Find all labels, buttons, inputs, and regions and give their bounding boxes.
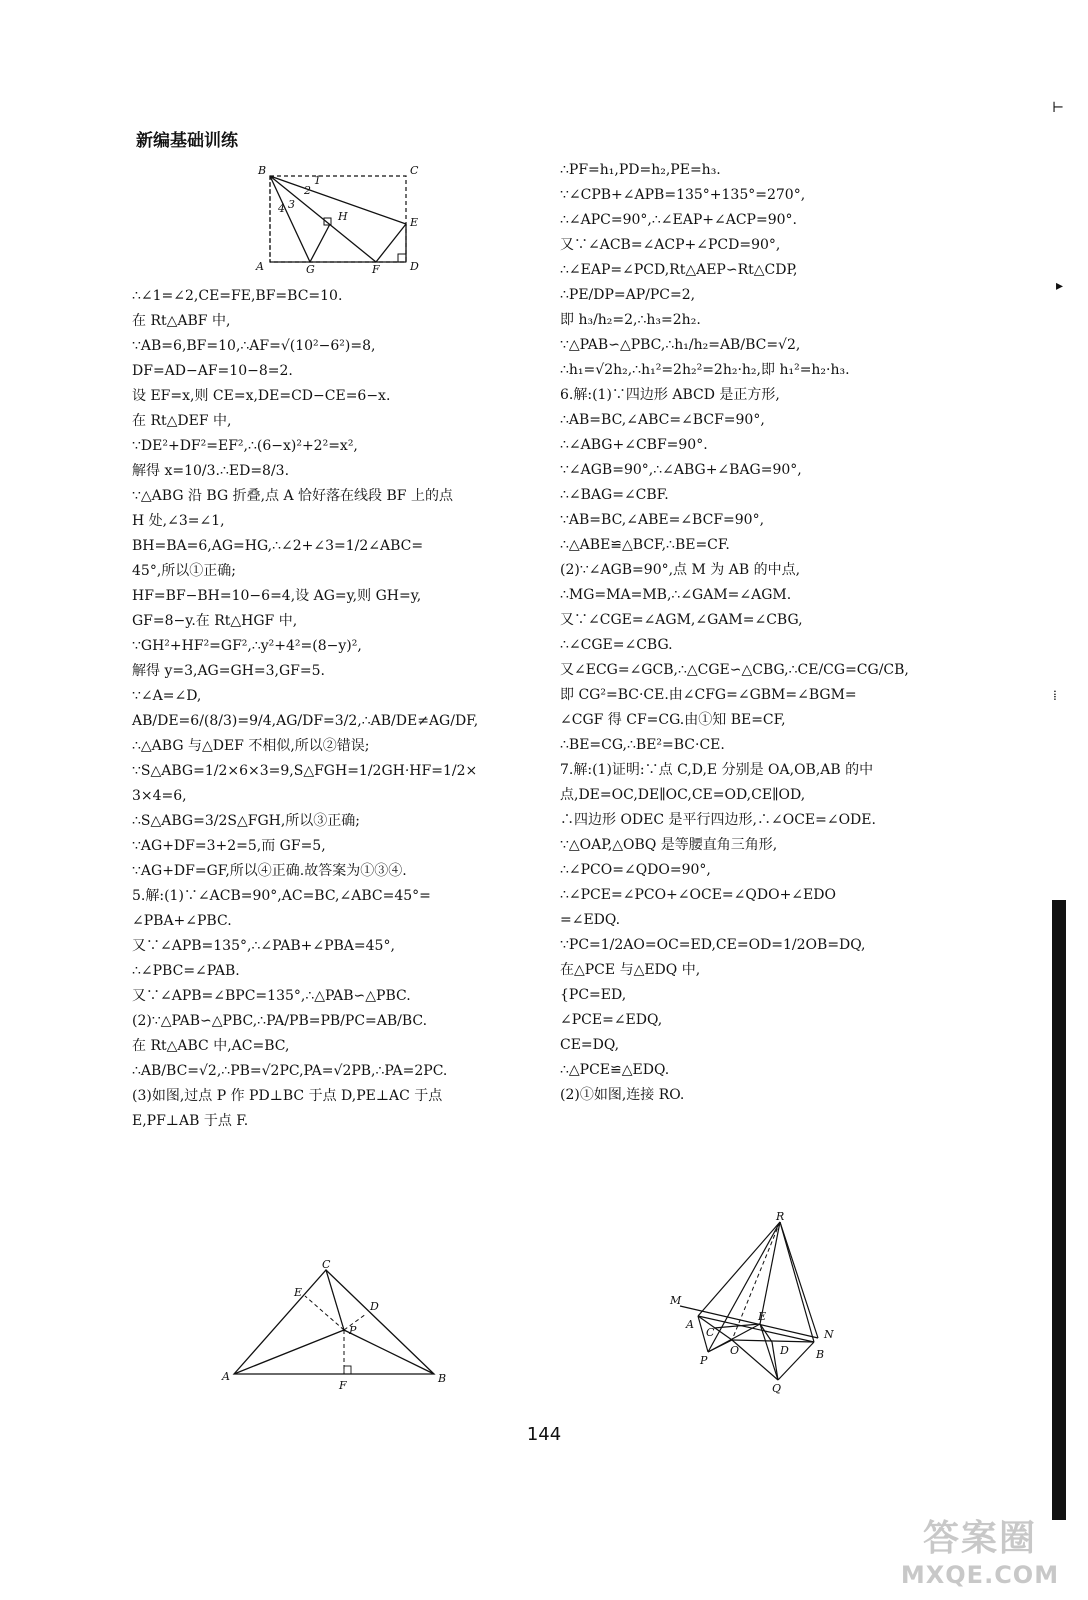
label-C: C <box>410 164 419 177</box>
text-line: 在 Rt△ABF 中, <box>132 313 231 329</box>
text-line: ∵∠AGB=90°,∴∠ABG+∠BAG=90°, <box>560 462 802 478</box>
label-1: 1 <box>314 174 321 187</box>
text-line: (2)∵△PAB∽△PBC,∴PA/PB=PB/PC=AB/BC. <box>132 1013 428 1029</box>
text-line: ∵AG+DF=3+2=5,而 GF=5, <box>132 838 326 854</box>
text-line: ∵△PAB∽△PBC,∴h₁/h₂=AB/BC=√2, <box>560 337 801 353</box>
text-line: 45°,所以①正确; <box>132 563 236 579</box>
text-line: ∴PF=h₁,PD=h₂,PE=h₃. <box>560 162 721 178</box>
label-C: C <box>322 1258 331 1271</box>
text-line: (2)①如图,连接 RO. <box>560 1087 685 1103</box>
text-line: 在 Rt△ABC 中,AC=BC, <box>132 1038 290 1054</box>
text-line: ∴∠CGE=∠CBG. <box>560 637 673 653</box>
label-4: 4 <box>278 202 285 215</box>
text-line: ∴△ABE≌△BCF,∴BE=CF. <box>560 537 730 553</box>
watermark-logo <box>895 1510 1065 1589</box>
text-line: DF=AD−AF=10−8=2. <box>132 363 293 379</box>
label-D: D <box>370 1300 379 1313</box>
text-line: ∠PBA+∠PBC. <box>132 913 232 929</box>
label-N: N <box>824 1328 834 1341</box>
text-line: ∴h₁=√2h₂,∴h₁²=2h₂²=2h₂·h₂,即 h₁²=h₂·h₃. <box>560 362 850 378</box>
text-line: ∴MG=MA=MB,∴∠GAM=∠AGM. <box>560 587 792 603</box>
text-line: 3×4=6, <box>132 788 187 804</box>
text-line: 又∠ECG=∠GCB,∴△CGE∽△CBG,∴CE/CG=CG/CB, <box>560 662 909 678</box>
page-number: 144 <box>526 1424 562 1445</box>
text-line: 设 EF=x,则 CE=x,DE=CD−CE=6−x. <box>132 388 391 404</box>
label-B: B <box>816 1348 825 1361</box>
label-A: A <box>256 260 264 273</box>
watermark-line2: MXQE.COM <box>900 1561 1060 1589</box>
text-line: (2)∵∠AGB=90°,点 M 为 AB 的中点, <box>560 562 801 578</box>
text-line: AB/DE=6/(8/3)=9/4,AG/DF=3/2,∴AB/DE≠AG/DF, <box>132 713 479 729</box>
text-line: ∵AB=6,BF=10,∴AF=√(10²−6²)=8, <box>132 338 376 354</box>
text-line: ∵AG+DF=GF,所以④正确.故答案为①③④. <box>132 863 407 879</box>
text-line: CE=DQ, <box>560 1037 620 1053</box>
text-line: ∴S△ABG=3/2S△FGH,所以③正确; <box>132 813 360 829</box>
text-line: 点,DE=OC,DE∥OC,CE=OD,CE∥OD, <box>560 787 806 803</box>
text-line: ∵△ABG 沿 BG 折叠,点 A 恰好落在线段 BF 上的点 <box>132 488 453 504</box>
text-line: 在 Rt△DEF 中, <box>132 413 232 429</box>
text-line: {PC=ED, <box>560 987 627 1003</box>
text-line: 解得 y=3,AG=GH=3,GF=5. <box>132 663 325 679</box>
text-line: ∴BE=CG,∴BE²=BC·CE. <box>560 737 725 753</box>
text-line: H 处,∠3=∠1, <box>132 513 225 529</box>
label-Q: Q <box>772 1382 782 1395</box>
text-line: ∵△OAP,△OBQ 是等腰直角三角形, <box>560 837 778 853</box>
label-D: D <box>410 260 419 273</box>
text-line: HF=BF−BH=10−6=4,设 AG=y,则 GH=y, <box>132 588 422 604</box>
text-line: ∴∠BAG=∠CBF. <box>560 487 669 503</box>
text-line: E,PF⊥AB 于点 F. <box>132 1113 249 1129</box>
text-line: ∴∠PCO=∠QDO=90°, <box>560 862 711 878</box>
text-line: ∴∠EAP=∠PCD,Rt△AEP∽Rt△CDP, <box>560 262 798 278</box>
label-A: A <box>686 1318 694 1331</box>
label-F: F <box>372 263 380 274</box>
text-line: 6.解:(1)∵四边形 ABCD 是正方形, <box>560 387 780 403</box>
text-line: 7.解:(1)证明:∵点 C,D,E 分别是 OA,OB,AB 的中 <box>560 762 874 778</box>
rectangle-fold-figure <box>252 162 424 274</box>
text-line: ∴△PCE≌△EDQ. <box>560 1062 670 1078</box>
text-line: ∴∠1=∠2,CE=FE,BF=BC=10. <box>132 288 343 304</box>
text-line: ∠PCE=∠EDQ, <box>560 1012 663 1028</box>
text-line: ∴△ABG 与△DEF 不相似,所以②错误; <box>132 738 370 754</box>
text-line: =∠EDQ. <box>560 912 621 928</box>
text-line: 又∵∠ACB=∠ACP+∠PCD=90°, <box>560 237 781 253</box>
text-line: ∵∠A=∠D, <box>132 688 202 704</box>
text-line: ∵PC=1/2AO=OC=ED,CE=OD=1/2OB=DQ, <box>560 937 866 953</box>
text-line: ∴AB=BC,∠ABC=∠BCF=90°, <box>560 412 765 428</box>
text-line: ∴∠ABG+∠CBF=90°. <box>560 437 708 453</box>
text-line: 5.解:(1)∵∠ACB=90°,AC=BC,∠ABC=45°= <box>132 888 431 904</box>
label-D: D <box>780 1344 789 1357</box>
text-line: ∠CGF 得 CF=CG.由①知 BE=CF, <box>560 712 786 728</box>
pyramid-figure <box>668 1212 848 1396</box>
text-line: ∴∠PCE=∠PCO+∠OCE=∠QDO+∠EDO <box>560 887 836 903</box>
left-column-solutions <box>132 284 527 1134</box>
label-H: H <box>338 210 348 223</box>
label-B: B <box>438 1372 447 1385</box>
label-F: F <box>339 1379 347 1392</box>
text-line: 即 h₃/h₂=2,∴h₃=2h₂. <box>560 312 701 328</box>
label-R: R <box>776 1212 785 1223</box>
text-line: ∴∠PBC=∠PAB. <box>132 963 240 979</box>
triangle-p-figure <box>218 1258 458 1394</box>
right-column-solutions <box>560 158 970 1108</box>
text-line: ∵∠CPB+∠APB=135°+135°=270°, <box>560 187 806 203</box>
text-line: BH=BA=6,AG=HG,∴∠2+∠3=1/2∠ABC= <box>132 538 424 554</box>
label-G: G <box>306 263 315 274</box>
label-C: C <box>706 1326 715 1339</box>
text-line: (3)如图,过点 P 作 PD⊥BC 于点 D,PE⊥AC 于点 <box>132 1088 443 1104</box>
scan-mark: ⁞ <box>1053 688 1057 704</box>
text-line: ∵DE²+DF²=EF²,∴(6−x)²+2²=x², <box>132 438 358 454</box>
text-line: 又∵∠APB=∠BPC=135°,∴△PAB∽△PBC. <box>132 988 411 1004</box>
text-line: GF=8−y.在 Rt△HGF 中, <box>132 613 298 629</box>
label-E: E <box>410 216 419 229</box>
label-2: 2 <box>304 184 311 197</box>
label-P: P <box>700 1354 708 1367</box>
text-line: ∵AB=BC,∠ABE=∠BCF=90°, <box>560 512 765 528</box>
label-O: O <box>730 1344 740 1357</box>
text-line: ∴AB/BC=√2,∴PB=√2PC,PA=√2PB,∴PA=2PC. <box>132 1063 448 1079</box>
scan-mark: ⊢ <box>1052 100 1065 116</box>
watermark-line1: 答案圈 <box>922 1518 1037 1559</box>
label-P: P <box>349 1324 357 1337</box>
text-line: 又∵∠CGE=∠AGM,∠GAM=∠CBG, <box>560 612 803 628</box>
label-3: 3 <box>288 198 295 211</box>
scan-edge-bar <box>1052 900 1066 1520</box>
page-header-title: 新编基础训练 <box>136 131 238 151</box>
label-E: E <box>294 1286 303 1299</box>
text-line: ∴四边形 ODEC 是平行四边形,∴∠OCE=∠ODE. <box>560 812 876 828</box>
text-line: ∵S△ABG=1/2×6×3=9,S△FGH=1/2GH·HF=1/2× <box>132 763 478 779</box>
text-line: 即 CG²=BC·CE.由∠CFG=∠GBM=∠BGM= <box>560 687 857 703</box>
scan-mark: ▸ <box>1056 278 1064 294</box>
text-line: ∴∠APC=90°,∴∠EAP+∠ACP=90°. <box>560 212 797 228</box>
text-line: ∵GH²+HF²=GF²,∴y²+4²=(8−y)², <box>132 638 362 654</box>
text-line: 又∵∠APB=135°,∴∠PAB+∠PBA=45°, <box>132 938 395 954</box>
text-line: ∴PE/DP=AP/PC=2, <box>560 287 696 303</box>
label-B: B <box>258 164 267 177</box>
text-line: 解得 x=10/3.∴ED=8/3. <box>132 463 290 479</box>
label-M: M <box>670 1294 682 1307</box>
label-A: A <box>222 1370 230 1383</box>
label-E: E <box>758 1310 767 1323</box>
text-line: 在△PCE 与△EDQ 中, <box>560 962 701 978</box>
